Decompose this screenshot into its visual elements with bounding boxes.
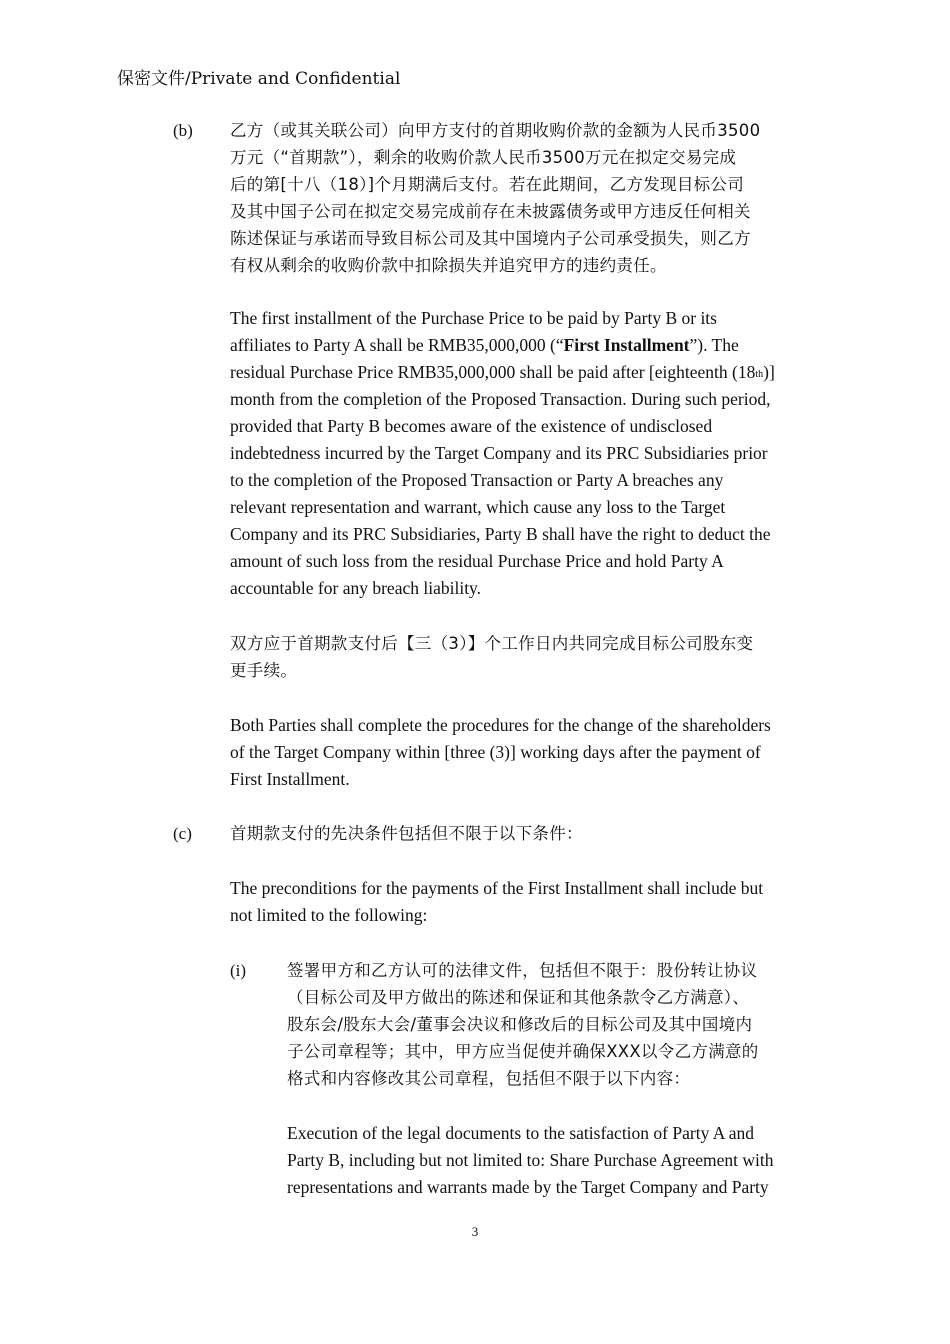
text-line: 股东会/股东大会/董事会决议和修改后的目标公司及其中国境内 (287, 1015, 753, 1034)
text-line: amount of such loss from the residual Purchase Price and hold Party A (230, 551, 724, 571)
text-line: 及其中国子公司在拟定交易完成前存在未披露债务或甲方违反任何相关 (230, 202, 751, 221)
clause-b-chinese-paragraph (230, 117, 830, 279)
text-line: 乙方（或其关联公司）向甲方支付的首期收购价款的金额为人民币3500 (230, 121, 761, 140)
text-fragment: affiliates to Party A shall be RMB35,000,000 (“ (230, 335, 564, 355)
text-line: 双方应于首期款支付后【三（3）】个工作日内共同完成目标公司股东变 (230, 634, 754, 653)
defined-term-first-installment: First Installment (563, 335, 690, 355)
text-line: 万元（“首期款”），剩余的收购价款人民币3500万元在拟定交易完成 (230, 148, 737, 167)
text-line: 有权从剩余的收购价款中扣除损失并追究甲方的违约责任。 (230, 256, 667, 275)
text-line: 首期款支付的先决条件包括但不限于以下条件： (230, 824, 583, 843)
text-line (230, 332, 830, 359)
text-line: （目标公司及甲方做出的陈述和保证和其他条款令乙方满意）、 (287, 988, 750, 1007)
text-line: The first installment of the Purchase Price to be paid by Party B or its (230, 308, 717, 328)
text-line: The preconditions for the payments of the First Installment shall include but (230, 878, 764, 898)
text-line: representations and warrants made by the Target Company and Party (287, 1177, 769, 1197)
text-line: 陈述保证与承诺而导致目标公司及其中国境内子公司承受损失，则乙方 (230, 229, 751, 248)
text-line: 格式和内容修改其公司章程，包括但不限于以下内容： (287, 1069, 691, 1088)
clause-marker-c: (c) (173, 824, 192, 843)
clause-c-english-paragraph (230, 875, 830, 929)
text-line: indebtedness incurred by the Target Company and its PRC Subsidiaries prior (230, 443, 768, 463)
text-line (230, 359, 830, 386)
text-line: of the Target Company within [three (3)] working days after the payment of (230, 742, 761, 762)
text-line: Both Parties shall complete the procedures for the change of the shareholders (230, 715, 771, 735)
document-header: 保密文件/Private and Confidential (117, 69, 401, 89)
clause-c-i-chinese-paragraph (287, 957, 847, 1092)
clause-marker-b: (b) (173, 121, 193, 140)
text-line: 签署甲方和乙方认可的法律文件，包括但不限于：股份转让协议 (287, 961, 758, 980)
clause-b-english-paragraph-2 (230, 712, 830, 793)
text-line: First Installment. (230, 769, 350, 789)
text-fragment: residual Purchase Price RMB35,000,000 shall be paid after [eighteenth (18 (230, 362, 756, 382)
text-line: relevant representation and warrant, which cause any loss to the Target (230, 497, 726, 517)
page-number: 3 (471, 1224, 479, 1239)
text-fragment: ”). The (689, 335, 739, 355)
ordinal-superscript: th (755, 369, 764, 380)
text-line: 更手续。 (230, 661, 298, 680)
text-line: month from the completion of the Proposed Transaction. During such period, (230, 389, 771, 409)
clause-c-i-english-paragraph (287, 1120, 847, 1201)
text-line: 子公司章程等；其中，甲方应当促使并确保XXX以令乙方满意的 (287, 1042, 759, 1061)
text-line: to the completion of the Proposed Transaction or Party A breaches any (230, 470, 724, 490)
text-line: Party B, including but not limited to: Share Purchase Agreement with (287, 1150, 774, 1170)
clause-c-chinese-paragraph (230, 820, 830, 847)
clause-b-chinese-paragraph-2 (230, 630, 830, 684)
clause-b-english-paragraph (230, 305, 830, 602)
text-line: accountable for any breach liability. (230, 578, 482, 598)
clause-marker-c-i: (i) (230, 961, 247, 980)
text-line: provided that Party B becomes aware of the existence of undisclosed (230, 416, 713, 436)
text-line: Company and its PRC Subsidiaries, Party B shall have the right to deduct the (230, 524, 771, 544)
text-fragment: )] (763, 362, 775, 382)
text-line: 后的第[十八（18）]个月期满后支付。若在此期间，乙方发现目标公司 (230, 175, 745, 194)
text-line: Execution of the legal documents to the satisfaction of Party A and (287, 1123, 755, 1143)
text-line: not limited to the following: (230, 905, 428, 925)
